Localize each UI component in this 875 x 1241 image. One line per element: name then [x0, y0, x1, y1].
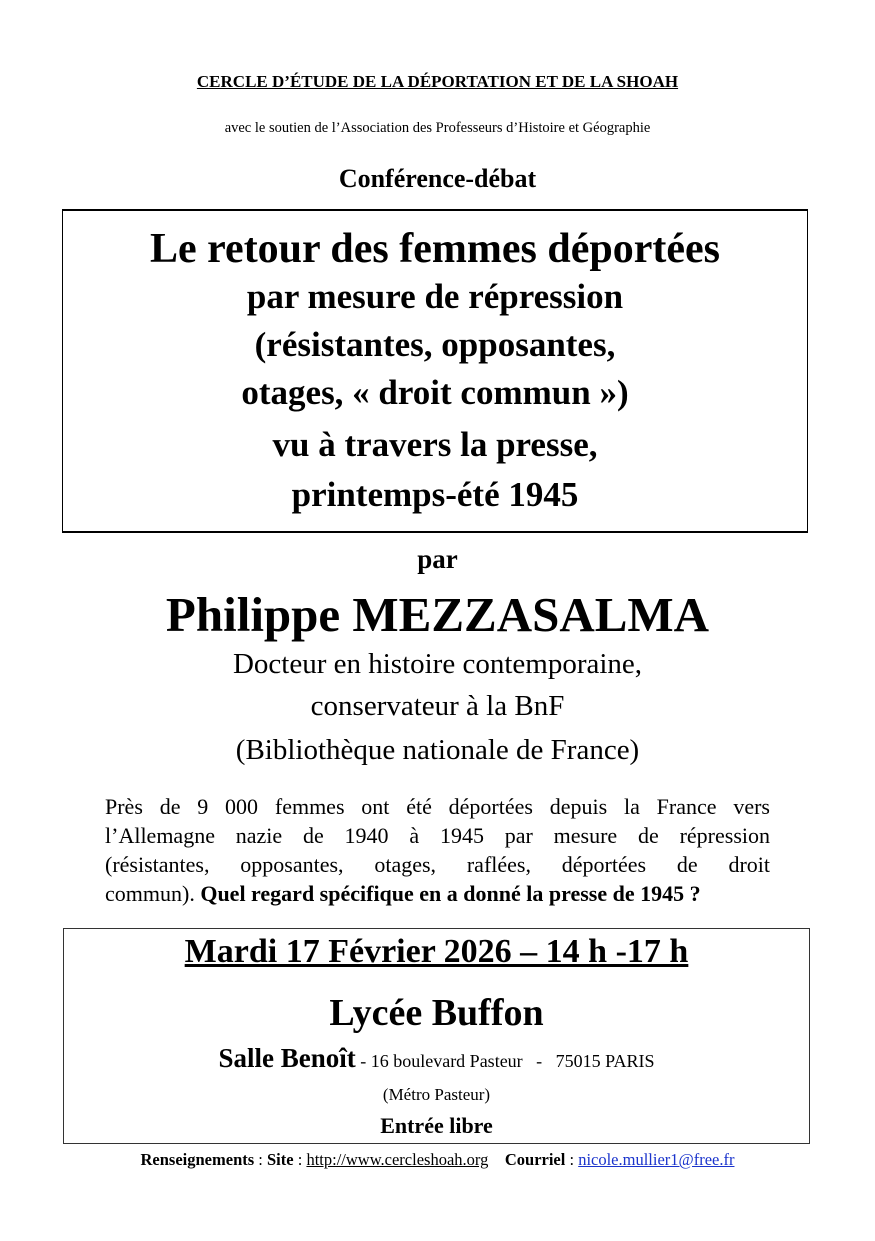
event-datetime: Mardi 17 Février 2026 – 14 h -17 h	[184, 933, 689, 970]
info-label: Renseignements	[140, 1150, 255, 1169]
event-room: Salle Benoît	[218, 1043, 356, 1073]
event-metro: (Métro Pasteur)	[382, 1085, 491, 1104]
organization-title: CERCLE D’ÉTUDE DE LA DÉPORTATION ET DE LA SHOAH	[196, 72, 679, 91]
abstract-line-4	[105, 879, 770, 908]
mail-label: Courriel	[504, 1150, 566, 1169]
speaker-qualification-1: Docteur en histoire contemporaine,	[232, 648, 643, 680]
event-room-address	[64, 1043, 809, 1074]
separator: :	[293, 1150, 307, 1169]
title-line-3: (résistantes, opposantes,	[254, 325, 616, 364]
title-line-5: vu à travers la presse,	[272, 425, 598, 464]
title-line-1: Le retour des femmes déportées	[150, 226, 720, 272]
spacer	[488, 1150, 505, 1169]
footer-contact	[0, 1150, 875, 1170]
speaker-qualification-2: conservateur à la BnF	[310, 690, 565, 722]
site-label: Site	[267, 1150, 294, 1169]
event-place: Lycée Buffon	[329, 992, 544, 1034]
event-admission: Entrée libre	[380, 1113, 493, 1138]
title-line-6: printemps-été 1945	[291, 475, 579, 514]
event-box	[63, 928, 810, 1144]
separator: :	[565, 1150, 579, 1169]
abstract-line-2: l’Allemagne nazie de 1940 à 1945 par mesure de répression	[105, 823, 770, 848]
title-box	[62, 209, 808, 533]
email-link[interactable]: nicole.mullier1@free.fr	[578, 1150, 735, 1169]
event-type: Conférence-débat	[338, 164, 537, 193]
site-link[interactable]: http://www.cercleshoah.org	[306, 1150, 489, 1169]
separator: :	[254, 1150, 267, 1169]
speaker-qualification-3: (Bibliothèque nationale de France)	[235, 734, 640, 766]
by-label: par	[417, 544, 458, 574]
abstract-text-end: commun).	[105, 881, 201, 906]
title-line-4: otages, « droit commun »)	[241, 373, 629, 412]
abstract-line-3: (résistantes, opposantes, otages, raflées, déportées de droit	[105, 852, 770, 877]
support-line: avec le soutien de l’Association des Professeurs d’Histoire et Géographie	[224, 120, 651, 136]
title-line-2: par mesure de répression	[246, 277, 624, 316]
event-address: - 16 boulevard Pasteur - 75015 PARIS	[355, 1051, 655, 1071]
abstract-line-1: Près de 9 000 femmes ont été déportées depuis la France vers	[105, 794, 770, 819]
abstract-question: Quel regard spécifique en a donné la presse de 1945 ?	[200, 881, 701, 906]
speaker-name: Philippe MEZZASALMA	[165, 587, 710, 642]
abstract	[105, 792, 770, 908]
